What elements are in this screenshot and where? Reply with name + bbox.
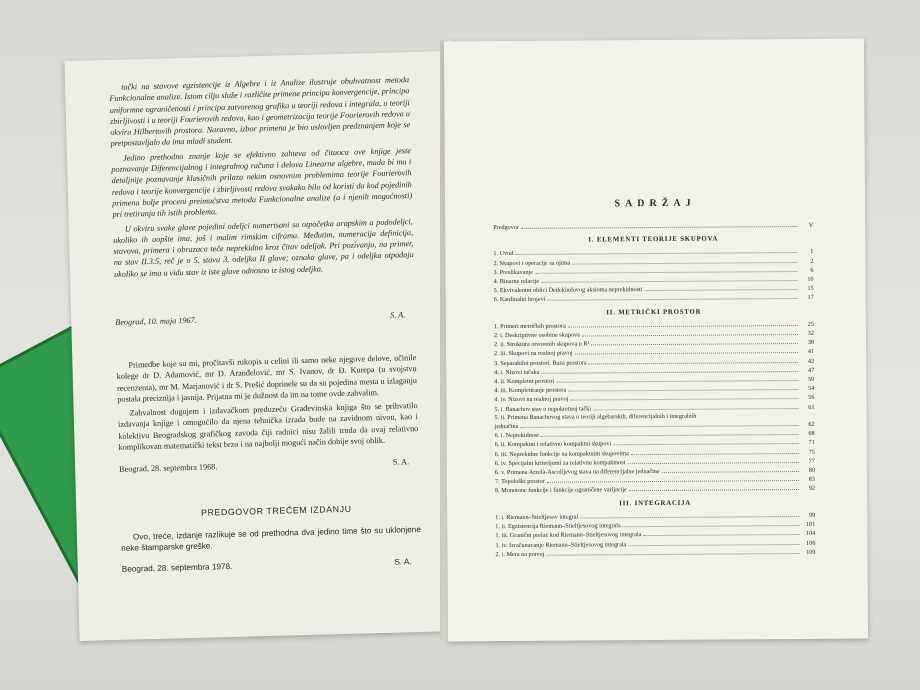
toc-entry-page: V [808,221,814,229]
toc-leader-dots [547,475,799,483]
toc-entry-page: 2 [810,257,814,265]
toc-entry-title: 4. i. Nizovi tačaka [494,368,540,376]
toc-entry-page: 38 [807,339,815,347]
left-text-block-1 [109,74,414,283]
toc-entry-title: 4. iv. Nizovi na realnoj pravoj [494,396,569,404]
toc-leader-dots [662,466,799,473]
toc-entry-title: 1. i. Riemann–Stieltjesov integral [495,513,579,522]
toc-row-predgovor [493,221,813,232]
paragraph: Jedino prethodno znanje koje se efektivno zahteva od čitaoca ove knjige jeste poznavanje Diferencijalnog i integralnog računa i delova Linearne algebre, mada bi mu i detaljnije poznavanje klasičnih prilaza nekim osnovnim problemima teorije Fourierovih redova i teorije konvergencije i zbirljivosti redova svakako bilo od koristi da kod pojedinih primena bolje proceni preimućstva metoda Funkcionalne analize (a i njenih mogućnosti) pri tretiranju tih istih problema. [111,145,413,220]
toc-leader-dots [541,366,798,374]
toc-entry-page: 106 [806,539,816,547]
toc-leader-dots [556,375,798,383]
toc-leader-dots [568,320,798,328]
paragraph: Primedbe koje su mi, pročitavši rukopis u celini ili samo neke njegove delove, učinile kolege dr D. Adamović, mr D. Aranđelović, mr S. Ivanov, dr Đ. Kurepa (u svojstvu recenzenta), mr M. Marjanović i dr S. Prešić doprinele su da su pojedina mesta u izlaganju postala preciznija i jasnija. Prijatna mi je dužnost da im na tome ovde zahvalim. [116,353,418,404]
toc-entry-title: 5. Ekvivalentni oblici Dedekindovog aksioma neprekidnosti [493,286,643,295]
toc-leader-dots [643,529,799,536]
toc-entry-page: 47 [808,366,815,374]
toc-entry-title: 6. Kardinalni brojevi [493,296,546,304]
paragraph: U okviru svake glave pojedini odeljci numerisani su otpočetka arapskim a pododeljci, ukoliko ih uopšte ima, još i malim rimskim ciframa. Međutim, numeracija definicija, stavova, primera i obrazaca teče neprekidno kroz čitav odeljak. Pri pozivanju, na primer, na stav II.3.5, reč je o 5. stavu 3. odeljka II glave; oznaka glave, pa i odeljka otpadaju ukoliko se ima u vidu stav iz iste glave odnosno iz istog odeljka. [113,216,414,279]
paragraph: Zahvalnost dugujem i izdavačkom preduzeću Građevinska knjiga što se prihvatilo izdavanja knjige i omogućilo da njena tehnička izrada bude na zavidnom nivou, kao i kolektivu Beogradskog grafičkog zavoda čiji radnici nisu žalili truda da ovaj relativno komplikovan matematički tekst brzo i na najbolji mogući način dobije svoj oblik. [117,401,419,452]
toc-leader-dots [568,384,798,392]
signature-place: Beograd, 28. septembra 1968. [119,462,218,474]
toc-leader-dots [628,539,799,546]
toc-entry-page: 80 [808,466,815,475]
toc-entry-title: 1. ii. Egzistencija Riemann–Stieltjesovog integrala [495,522,621,531]
toc-entry-title: 8. Monotone funkcije i funkcije ograničene varijacije [495,486,627,495]
toc-section-title: II. METRIČKI PROSTOR [606,308,702,316]
toc-leader-dots [589,357,799,364]
toc-entry-page: 83 [808,476,816,484]
signature-place: Beograd, 10. maja 1967. [115,315,197,327]
toc-leader-dots [591,338,798,345]
left-page [64,51,464,641]
toc-entry-page: 32 [807,329,814,337]
toc-entry-title: 1. Uvod [493,250,514,258]
toc-entry-title: Predgovor [493,223,520,232]
toc-entry-title: 1. Primeri metričkih prostora [493,322,566,330]
toc-leader-dots [623,520,800,527]
toc-entry-title: 1. iv. Izračunavanje Riemann–Stieltjesovog integrala [495,540,627,549]
toc-leader-dots [520,420,798,428]
toc-section-title: I. ELEMENTI TEORIJE SKUPOVA [588,235,719,244]
toc-entry-page: 77 [808,457,815,465]
toc-section-title: III. INTEGRACIJA [619,499,692,507]
paragraph: Ovo, treće, izdanje razlikuje se od prethodna dva jedino time što su uklonjene neke štamparske greške. [121,524,421,554]
toc-leader-dots [521,221,797,229]
toc-entry-page: 109 [806,548,816,556]
toc-leader-dots [515,247,797,255]
toc-entry-page: 54 [808,385,815,393]
signature-initials: S. A. [390,310,406,320]
toc-entry-title: 2. ii. Struktura otvorenih skupova u R¹ [494,340,590,349]
toc-entry-page: 10 [807,275,814,283]
paragraph: tački na stavove egzistencije iz Algebre i iz Analize ilustruje obuhvatnost metoda Funkcionalne analize. Istom cilju služe i različite primene principa konvergencije, principa uniformne ograničenosti i principa zatvorenog grafika u teoriji redova i integrala, u teoriji zbirljivosti i u teoriji Fourierovih redova, kao i geometrizacija teorije Fourierovih redova u okviru Hilbertovih prostora. Naravno, izbor primena je bio uslovljen predznanjem koje se pretpostavljalo da ima mladi student. [109,75,411,149]
toc-leader-dots [547,293,797,301]
toc-leader-dots [541,429,799,437]
toc-entry-title: 2. i. Deskriptivne osobine skupova [493,331,580,340]
toc-entry-page: 62 [808,420,815,429]
toc-entry-title: 3. Preslikavanje [493,268,534,276]
toc-entry-page: 75 [808,448,815,456]
toc-leader-dots [629,484,799,491]
toc-entry-page: 71 [808,439,815,447]
left-text-block-2 [116,352,418,456]
toc-leader-dots [575,347,798,355]
toc-leader-dots [631,448,799,455]
toc-entry-title: 1. iii. Granični prelaz kod Riemann–Stieltjesovog integrala [495,531,642,540]
toc-entry-page: 56 [808,394,815,402]
right-page [444,39,868,642]
signature-1 [115,310,415,327]
toc-entry-title: 6. iv. Specijalni kriterijumi za relativnu kompaktnost [494,459,626,468]
toc-entry-page: 50 [808,375,815,383]
toc-leader-dots [580,511,799,519]
toc-entry-title: 6. i. Neprekidnost [494,432,540,440]
toc-leader-dots [570,393,798,401]
signature-3 [122,557,422,574]
toc-leader-dots [541,275,798,283]
toc-leader-dots [535,266,798,274]
table-of-contents [493,221,815,559]
toc-entry-page: 42 [807,357,815,365]
toc-entry-page: 61 [808,403,815,411]
toc-entry-title: 6. iii. Neprekidne funkcije na kompaktnim skupovima [494,449,629,458]
toc-entry-title: 2. Skupovi i operacije sa njima [493,259,571,267]
toc-entry-title: 2. iii. Skupovi na realnoj pravoj [494,350,573,358]
signature-initials: S. A. [394,557,412,567]
toc-entry-page: 68 [808,430,815,438]
toc-entry-page: 17 [807,294,814,302]
toc-entry-title: 5. i. Banachov stav o nepokretnoj tački [494,405,592,413]
toc-entry-title: jednačina [494,423,519,431]
toc-entry-title: 6. ii. Kompaktni i relativno kompaktni skupovi [494,440,612,449]
preface-text [121,524,422,557]
toc-entry-page: 15 [807,285,814,293]
toc-entry-page: 6 [810,266,814,274]
toc-entry-page: 104 [806,530,816,538]
toc-leader-dots [546,548,799,556]
toc-entry-title: 4. iii. Kompletiranje prostora [494,386,567,395]
toc-leader-dots [593,403,798,410]
toc-entry-title: 2. i. Mera na pravoj [495,550,545,558]
toc-entry-page: 25 [807,320,814,328]
toc-entry-page: 41 [807,348,815,356]
preface-title: PREDGOVOR TREĆEM IZDANJU [200,503,352,518]
toc-entry-title: 5. ii. Primena Banachovog stava u teoriji algebarskih, diferencijalnih i integralnih [494,412,697,421]
toc-entry-page: 99 [809,511,816,519]
signature-place: Beograd, 28. septembra 1978. [121,561,233,574]
toc-leader-dots [613,438,799,445]
toc-entry-title: 4. Binarne relacije [493,277,540,286]
toc-entry-page: 1 [810,248,814,256]
toc-leader-dots [644,284,797,291]
toc-entry-page: 92 [808,485,816,493]
toc-leader-dots [627,457,798,464]
toc-leader-dots [582,329,798,337]
toc-entry-title: 4. ii. Kompletni prostori [494,377,555,386]
toc-title: SADRŽAJ [614,197,696,210]
signature-initials: S. A. [392,457,410,467]
toc-entry-title: 7. Topološki prostor [494,478,545,486]
toc-leader-dots [572,257,797,265]
toc-entry-page: 101 [805,520,816,529]
toc-entry-title: 3. Separabilni prostori. Baza prostora [494,359,587,367]
signature-2 [119,457,419,474]
toc-entry-title: 6. v. Primena Arzelà-Ascolijevog stava na diferencijalne jednačine [494,468,660,477]
